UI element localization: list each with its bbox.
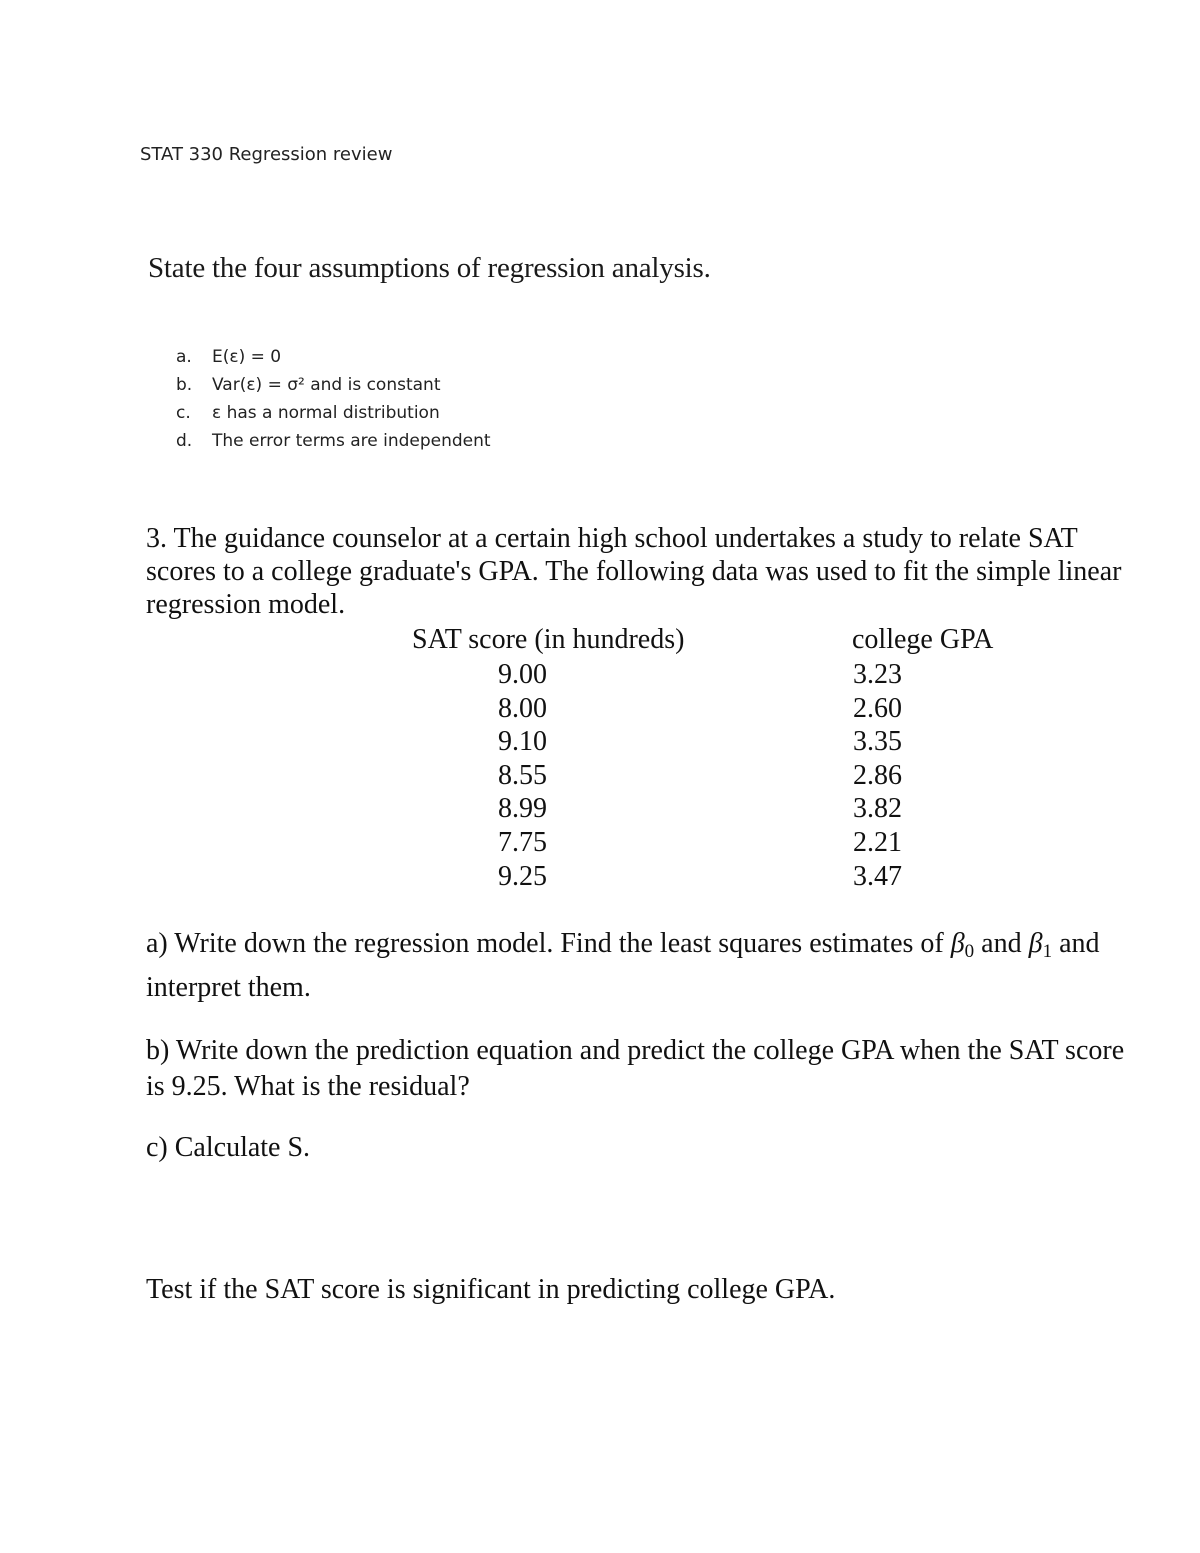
part-b-line: is 9.25. What is the residual? [146, 1071, 470, 1102]
part-a-line: interpret them. [146, 972, 311, 1003]
table-cell: 3.23 [853, 659, 902, 690]
table-cell: 9.00 [498, 659, 547, 690]
part-c [146, 1130, 310, 1166]
assumption-text: Var(ε) = σ² and is constant [212, 375, 441, 395]
part-c-line: c) Calculate S. [146, 1132, 311, 1163]
list-marker: a. [176, 347, 192, 367]
table-cell: 2.86 [853, 759, 902, 791]
sat-column [498, 658, 547, 893]
intro-line: 3. The guidance counselor at a certain high school undertakes a study to relate SAT [146, 523, 1078, 554]
beta-1-symbol: β [1028, 928, 1043, 959]
part-b [146, 1033, 1124, 1105]
assumption-item [176, 427, 491, 455]
column-header-sat: SAT score (in hundreds) [412, 624, 685, 655]
table-cell: 2.21 [853, 826, 902, 858]
part-b-line: b) Write down the prediction equation and predict the college GPA when the SAT score [146, 1035, 1125, 1066]
table-cell: 3.82 [853, 793, 902, 825]
assumption-text: The error terms are independent [212, 431, 491, 451]
intro-line: regression model. [146, 589, 346, 620]
gpa-column [853, 658, 902, 893]
assumption-item [176, 371, 491, 399]
page-header: STAT 330 Regression review [140, 144, 393, 165]
beta-1-subscript: 1 [1042, 941, 1053, 962]
part-a [146, 926, 1100, 1006]
column-header-gpa: college GPA [852, 624, 994, 655]
beta-0-subscript: 0 [964, 941, 975, 962]
table-cell: 3.35 [853, 726, 902, 758]
table-cell: 8.55 [498, 759, 547, 791]
part-a-tail: and [1052, 928, 1100, 959]
list-marker: c. [176, 403, 191, 423]
table-cell: 2.60 [853, 692, 902, 724]
significance-test-question [146, 1272, 835, 1308]
assumption-item [176, 343, 491, 371]
assumptions-question: State the four assumptions of regression analysis. [148, 252, 711, 284]
beta-0-symbol: β [950, 928, 965, 959]
table-cell: 7.75 [498, 826, 547, 858]
assumption-text: ε has a normal distribution [212, 403, 440, 423]
assumption-item [176, 399, 491, 427]
part-a-text: a) Write down the regression model. Find the least squares estimates of [146, 928, 944, 959]
test-line: Test if the SAT score is significant in predicting college GPA. [146, 1274, 836, 1305]
table-cell: 9.10 [498, 726, 547, 758]
assumption-text: E(ε) = 0 [212, 347, 282, 367]
problem-3-intro [146, 522, 1196, 621]
table-cell: 9.25 [498, 860, 547, 892]
table-cell: 8.99 [498, 793, 547, 825]
table-cell: 3.47 [853, 860, 902, 892]
assumptions-list [176, 343, 491, 455]
part-a-line [146, 926, 1100, 970]
intro-line: scores to a college graduate's GPA. The following data was used to fit the simple linear [146, 556, 1122, 587]
table-cell: 8.00 [498, 692, 547, 724]
list-marker: d. [176, 431, 193, 451]
list-marker: b. [176, 375, 193, 395]
and-word: and [974, 928, 1029, 959]
